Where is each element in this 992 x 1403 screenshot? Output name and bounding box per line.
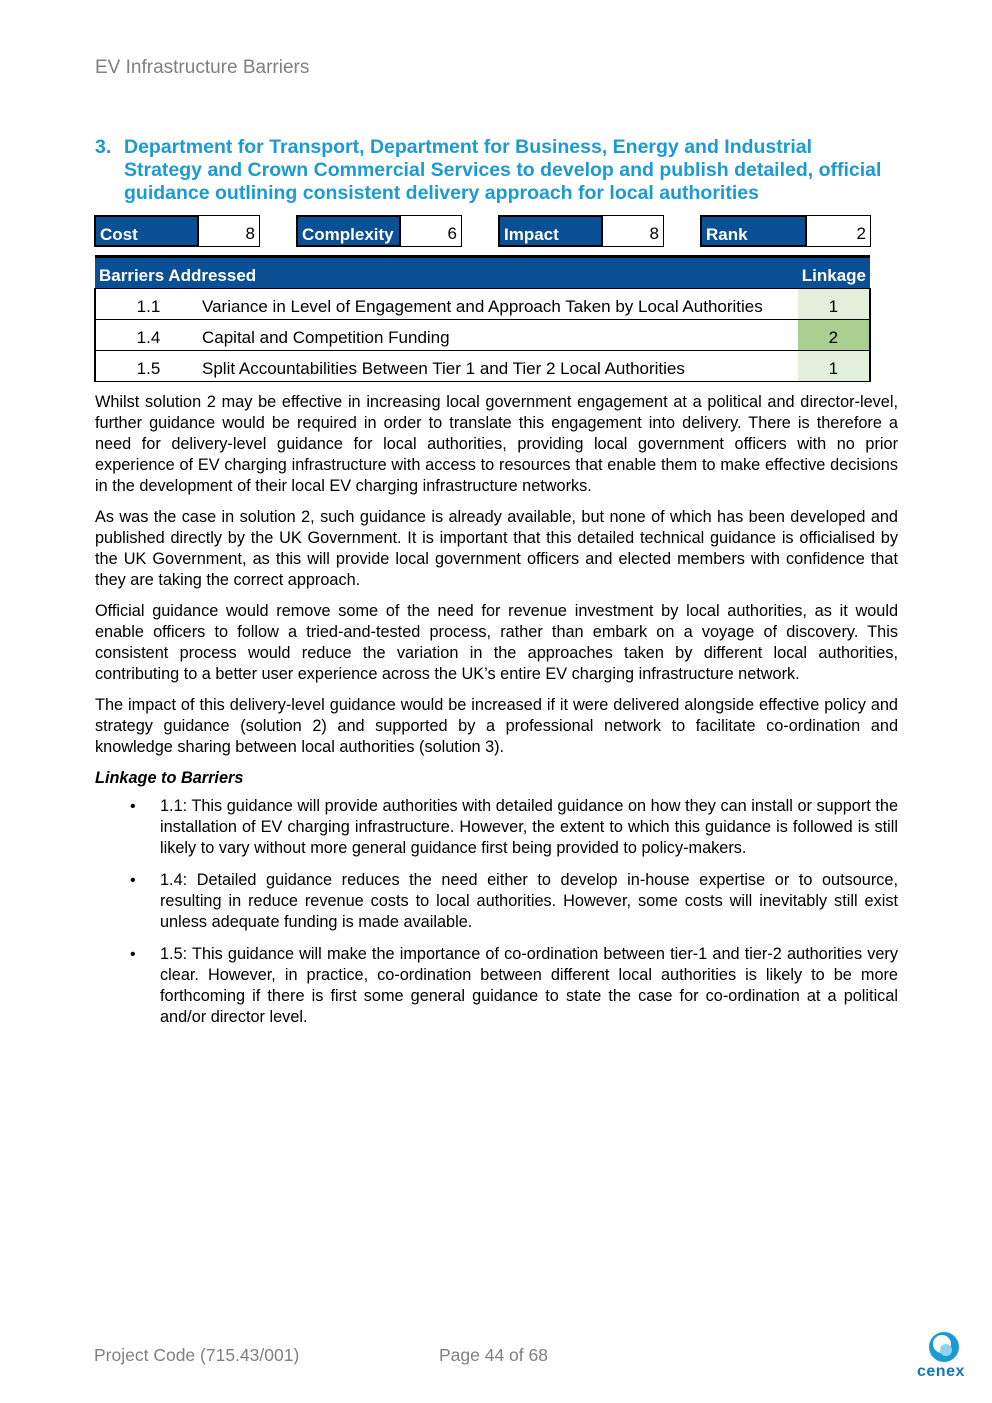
barrier-code: 1.5: [95, 351, 201, 382]
metric-value: 8: [603, 216, 663, 246]
list-item: [95, 944, 898, 1028]
barrier-description: Variance in Level of Engagement and Approach Taken by Local Authorities: [201, 289, 798, 320]
metric-label: Cost: [95, 216, 199, 246]
metric-rank: [700, 215, 871, 247]
barrier-linkage: 1: [798, 289, 870, 320]
table-row: [95, 320, 870, 351]
barriers-table: [94, 255, 871, 382]
list-item-text: 1.4: Detailed guidance reduces the need either to develop in-house expertise or to outsource, resulting in reduce revenue costs to local authorities. However, some costs will inevitably still exist unless adequate funding is made available.: [160, 871, 898, 931]
metric-complexity: [296, 215, 462, 247]
metric-label: Impact: [499, 216, 603, 246]
barrier-linkage: 2: [798, 320, 870, 351]
barrier-description: Split Accountabilities Between Tier 1 and Tier 2 Local Authorities: [201, 351, 798, 382]
cenex-logo-text: cenex: [917, 1363, 965, 1380]
list-item: [95, 796, 898, 859]
metric-impact: [498, 215, 664, 247]
linkage-list: [95, 796, 898, 1028]
section-heading: [95, 136, 885, 205]
table-header-row: [95, 257, 870, 289]
table-row: [95, 289, 870, 320]
bullet-icon: •: [130, 872, 136, 889]
paragraph: The impact of this delivery-level guidance would be increased if it were delivered alongside effective policy and strategy guidance (solution 2) and supported by a professional network to facilitate co-ordination and knowledge sharing between local authorities (solution 3).: [95, 696, 898, 756]
barrier-code: 1.4: [95, 320, 201, 351]
footer-project-code: Project Code (715.43/001): [94, 1345, 300, 1365]
barrier-linkage: 1: [798, 351, 870, 382]
footer-page-number: Page 44 of 68: [439, 1345, 548, 1365]
list-item-text: 1.1: This guidance will provide authorities with detailed guidance on how they can install or support the installation of EV charging infrastructure. However, the extent to which this guidance is followed is still likely to vary without more general guidance first being provided to policy-makers.: [160, 797, 898, 857]
paragraph: As was the case in solution 2, such guidance is already available, but none of which has been developed and published directly by the UK Government. It is important that this detailed technical guidance is officialised by the UK Government, as this will provide local government officers and elected members with confidence that they are taking the correct approach.: [95, 508, 898, 589]
barriers-header: Barriers Addressed: [95, 257, 798, 289]
metric-value: 8: [199, 216, 259, 246]
linkage-heading: Linkage to Barriers: [95, 769, 244, 787]
section-number: 3.: [95, 136, 112, 158]
metric-value: 6: [401, 216, 461, 246]
bullet-icon: •: [130, 946, 136, 963]
metric-label: Complexity: [297, 216, 401, 246]
body-text: [95, 392, 898, 1039]
metric-value: 2: [807, 216, 870, 246]
section-title: Department for Transport, Department for Business, Energy and Industrial Strategy and Crown Commercial Services to develop and publish detailed, official guidance outlining consistent delivery approach for local authorities: [124, 136, 882, 204]
barrier-description: Capital and Competition Funding: [201, 320, 798, 351]
list-item: [95, 870, 898, 933]
bullet-icon: •: [130, 798, 136, 815]
metric-label: Rank: [701, 216, 807, 246]
linkage-header: Linkage: [798, 257, 870, 289]
paragraph: Whilst solution 2 may be effective in increasing local government engagement at a political and director-level, further guidance would be required in order to translate this engagement into delivery. There is therefore a need for delivery-level guidance for local authorities, providing local government officers with no prior experience of EV charging infrastructure with access to resources that enable them to make effective decisions in the development of their local EV charging infrastructure networks.: [95, 393, 898, 495]
barrier-code: 1.1: [95, 289, 201, 320]
metric-cost: [94, 215, 260, 247]
page-header-title: EV Infrastructure Barriers: [95, 57, 310, 78]
paragraph: Official guidance would remove some of the need for revenue investment by local authorities, as it would enable officers to follow a tried-and-tested process, rather than embark on a voyage of discovery. This consistent process would reduce the variation in the approaches taken by different local authorities, contributing to a better user experience across the UK’s entire EV charging infrastructure network.: [95, 602, 898, 683]
list-item-text: 1.5: This guidance will make the importance of co-ordination between tier-1 and tier-2 authorities very clear. However, in practice, co-ordination between different local authorities is likely to be more forthcoming if there is first some general guidance to state the case for co-ordination at a political and/or director level.: [160, 945, 898, 1026]
table-row: [95, 351, 870, 382]
